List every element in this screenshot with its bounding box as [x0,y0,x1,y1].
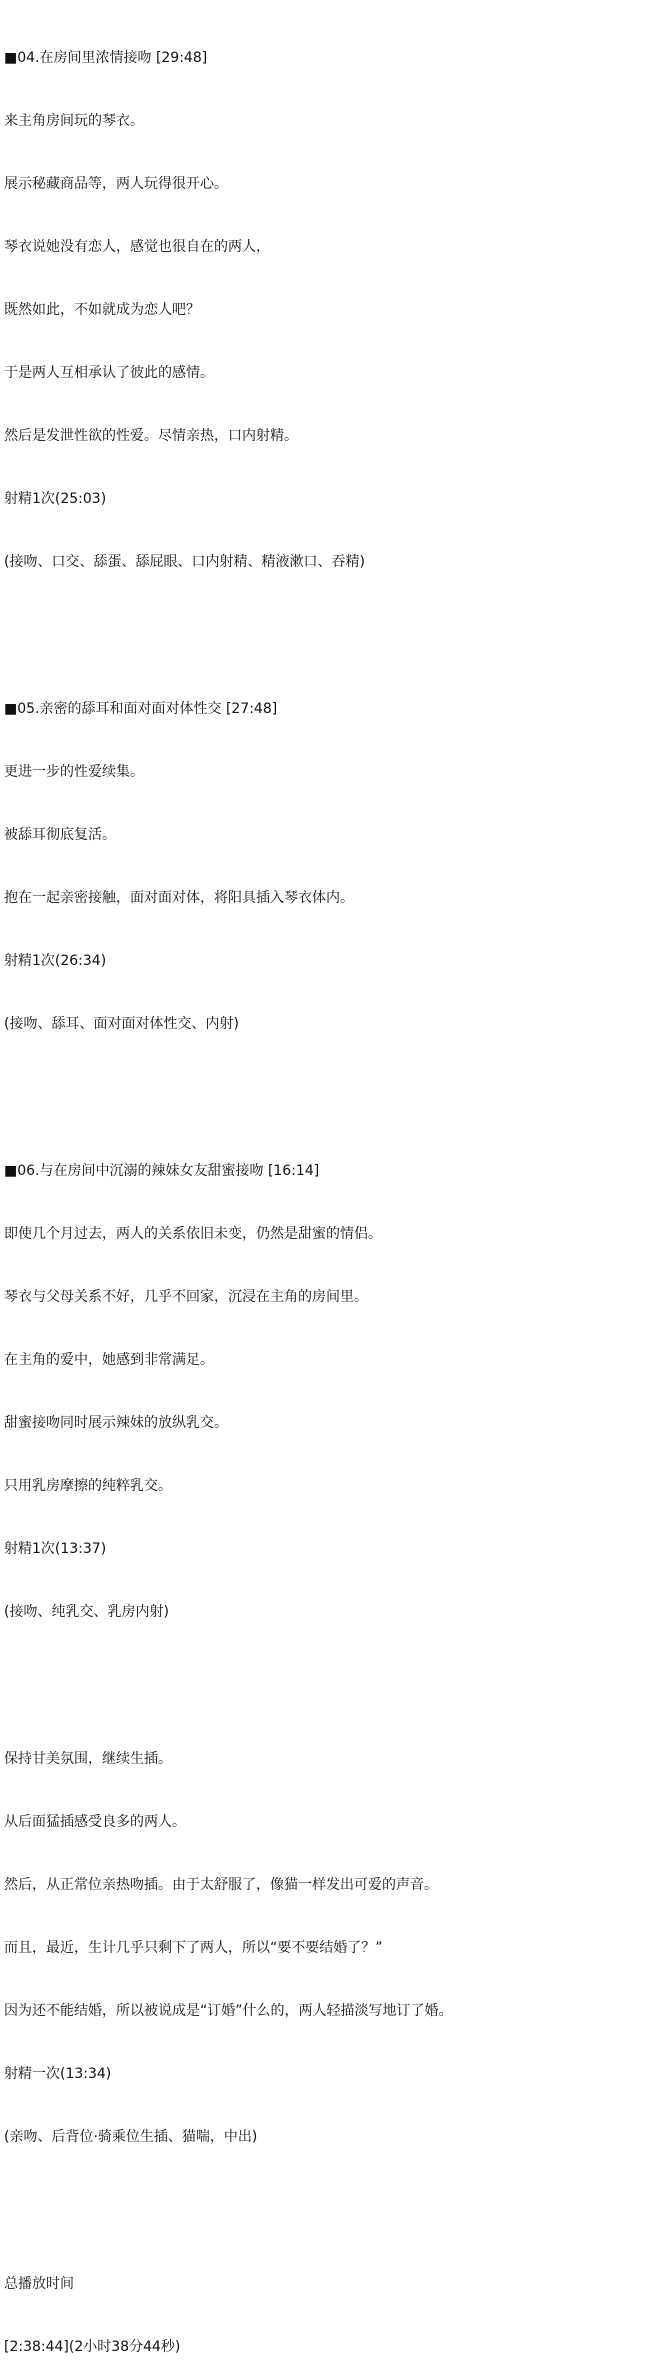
blank-line [4,1665,664,1686]
tags-line: (接吻、口交、舔蛋、舔屁眼、口内射精、精液漱口、吞精) [4,554,365,570]
text-line: 即使几个月过去，两人的关系依旧未变，仍然是甜蜜的情侣。 [4,1226,382,1242]
text-line: 只用乳房摩擦的纯粹乳交。 [4,1478,172,1494]
document-text [4,6,664,2379]
text-line: 琴衣与父母关系不好，几乎不回家，沉浸在主角的房间里。 [4,1289,368,1305]
blank-line [4,615,664,636]
text-line: 更进一步的性爱续集。 [4,764,144,780]
text-line: 既然如此，不如就成为恋人吧？ [4,302,200,318]
blank-line [4,2190,664,2211]
text-line: 甜蜜接吻同时展示辣妹的放纵乳交。 [4,1415,228,1431]
section-04-heading: ■04.在房间里浓情接吻 [29:48] [4,50,208,66]
text-line: 被舔耳彻底复活。 [4,827,116,843]
text-line: 然后是发泄性欲的性爱。尽情亲热，口内射精。 [4,428,298,444]
text-line: 因为还不能结婚，所以被说成是“订婚”什么的，两人轻描淡写地订了婚。 [4,2003,453,2019]
text-line: 而且，最近，生计几乎只剩下了两人，所以“要不要结婚了？” [4,1940,383,1956]
text-line: 抱在一起亲密接触，面对面对体，将阳具插入琴衣体内。 [4,890,354,906]
ejaculation-count: 射精1次(13:37) [4,1541,107,1557]
blank-line [4,1077,664,1098]
text-line: 从后面猛插感受良多的两人。 [4,1814,186,1830]
ejaculation-count: 射精1次(26:34) [4,953,107,969]
text-line: 保持甘美氛围，继续生插。 [4,1751,172,1767]
text-line: 然后，从正常位亲热吻插。由于太舒服了，像猫一样发出可爱的声音。 [4,1877,438,1893]
text-line: 琴衣说她没有恋人，感觉也很自在的两人， [4,239,270,255]
total-playtime-label: 总播放时间 [4,2276,74,2292]
text-line: 在主角的爱中，她感到非常满足。 [4,1352,214,1368]
section-05-heading: ■05.亲密的舔耳和面对面对体性交 [27:48] [4,701,278,717]
section-06-heading: ■06.与在房间中沉溺的辣妹女友甜蜜接吻 [16:14] [4,1163,320,1179]
tags-line: (接吻、舔耳、面对面对体性交、内射) [4,1016,239,1032]
total-playtime-value: [2:38:44](2小时38分44秒) [4,2339,181,2355]
text-line: 来主角房间玩的琴衣。 [4,113,144,129]
text-line: 展示秘藏商品等，两人玩得很开心。 [4,176,228,192]
text-line: 于是两人互相承认了彼此的感情。 [4,365,214,381]
ejaculation-count: 射精1次(25:03) [4,491,107,507]
ejaculation-count: 射精一次(13:34) [4,2066,112,2082]
tags-line: (接吻、纯乳交、乳房内射) [4,1604,169,1620]
tags-line: (亲吻、后背位·骑乘位生插、猫喘，中出) [4,2129,258,2145]
